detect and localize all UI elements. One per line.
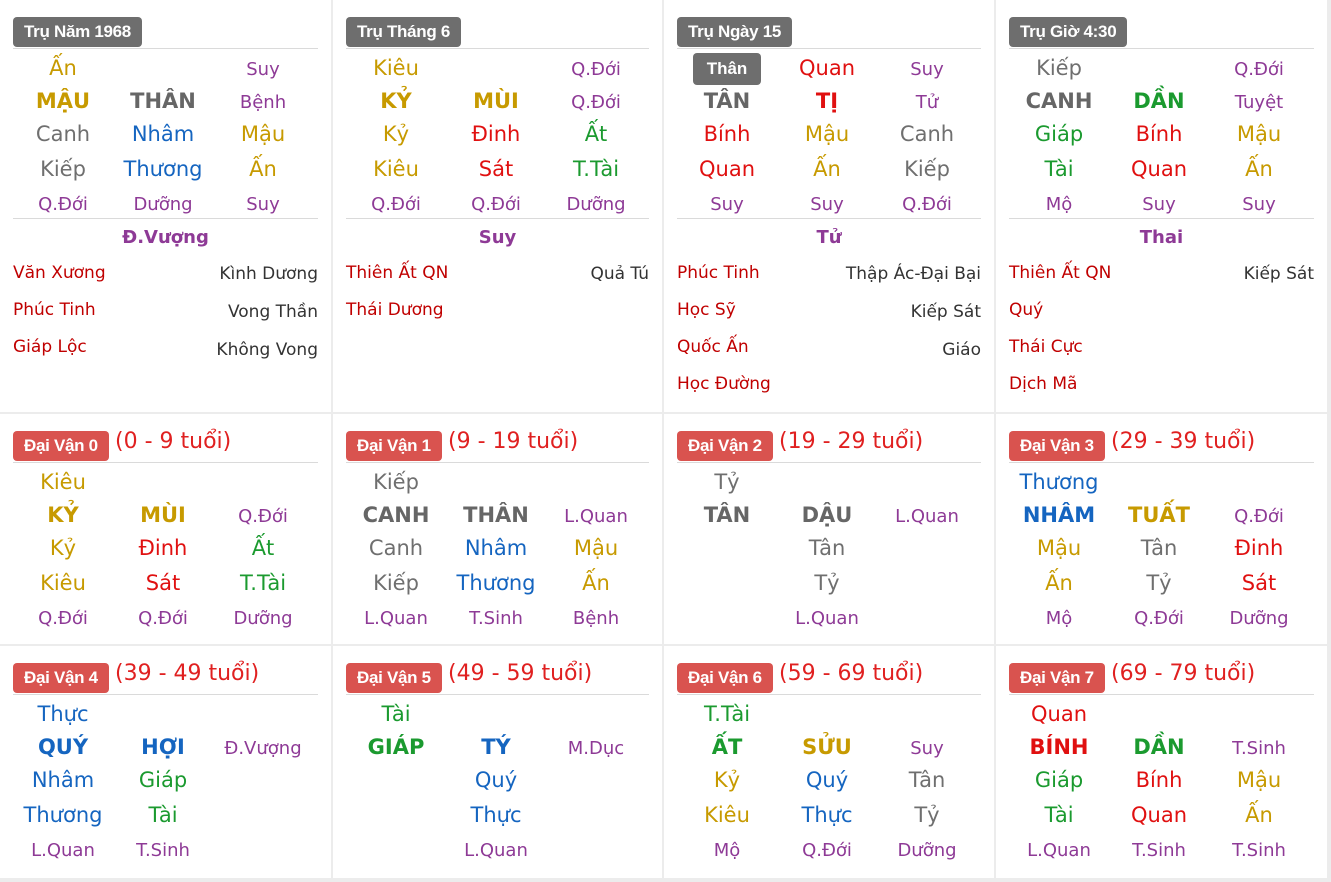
divider	[13, 462, 318, 463]
dai-van-card	[996, 646, 1327, 878]
dai-van-card	[0, 646, 331, 878]
divider	[1009, 218, 1314, 219]
life-phase: Đ.Vượng	[122, 227, 209, 248]
ganzhi-cell: T.Sinh	[1232, 738, 1286, 759]
ganzhi-cell: Tử	[915, 92, 939, 113]
star-right: Quả Tú	[590, 264, 649, 284]
ganzhi-cell: CANH	[362, 503, 430, 527]
ganzhi-cell: Q.Đới	[571, 59, 621, 80]
divider	[13, 218, 318, 219]
ganzhi-cell: Sát	[1241, 571, 1277, 595]
ganzhi-cell: BÍNH	[1029, 735, 1089, 759]
ganzhi-cell: Tài	[1044, 157, 1074, 181]
ganzhi-cell: Kiêu	[40, 571, 86, 595]
ganzhi-cell: Giáp	[1034, 122, 1084, 146]
ganzhi-cell: Giáp	[138, 768, 188, 792]
divider	[346, 218, 649, 219]
ganzhi-cell: THÂN	[463, 503, 529, 527]
ganzhi-cell: Q.Đới	[802, 840, 852, 861]
dai-van-card	[664, 646, 994, 878]
ganzhi-cell: L.Quan	[31, 840, 95, 861]
ganzhi-cell: ẤT	[711, 735, 743, 759]
ganzhi-cell: Thương	[1019, 470, 1099, 494]
ganzhi-cell: Tài	[381, 702, 411, 726]
ganzhi-cell: KỶ	[380, 89, 412, 113]
ganzhi-cell: Q.Đới	[571, 92, 621, 113]
ganzhi-cell: TÂN	[703, 503, 751, 527]
ganzhi-cell: Quan	[1130, 157, 1188, 181]
ganzhi-cell: Tài	[148, 803, 178, 827]
ganzhi-cell: Dưỡng	[566, 194, 626, 215]
ganzhi-cell: Bính	[1135, 768, 1183, 792]
life-phase: Thai	[1139, 227, 1184, 248]
pillar-card	[333, 0, 662, 412]
dai-van-card	[664, 414, 994, 644]
ganzhi-cell: Tân	[808, 536, 846, 560]
ganzhi-cell: T.Sinh	[1132, 840, 1186, 861]
divider	[346, 462, 649, 463]
ganzhi-cell: Q.Đới	[38, 194, 88, 215]
ganzhi-cell: TÂN	[703, 89, 751, 113]
dai-van-age-range: (59 - 69 tuổi)	[779, 661, 924, 686]
ganzhi-cell: Ất	[251, 536, 275, 560]
star-left: Thái Dương	[346, 300, 444, 320]
ganzhi-cell: Đinh	[471, 122, 521, 146]
dai-van-age-range: (19 - 29 tuổi)	[779, 429, 924, 454]
ganzhi-cell: TUẤT	[1128, 503, 1190, 527]
ganzhi-cell: Kiêu	[373, 157, 419, 181]
ganzhi-cell: Mậu	[1236, 122, 1282, 146]
ganzhi-cell: Sát	[145, 571, 181, 595]
ganzhi-cell: SỬU	[802, 735, 852, 759]
ganzhi-cell: DẦN	[1133, 735, 1185, 759]
star-left: Quý	[1009, 300, 1044, 320]
star-left: Thiên Ất QN	[1009, 263, 1112, 283]
divider	[677, 462, 981, 463]
pillar-card	[664, 0, 994, 412]
ganzhi-cell: T.Sinh	[469, 608, 523, 629]
ganzhi-cell: Tỷ	[914, 803, 940, 827]
ganzhi-cell: Quý	[474, 768, 518, 792]
ganzhi-cell: Kỷ	[713, 768, 741, 792]
ganzhi-cell: Thực	[470, 803, 522, 827]
ganzhi-cell: T.Tài	[572, 157, 620, 181]
ganzhi-cell: Tỷ	[814, 571, 840, 595]
ganzhi-cell: THÂN	[130, 89, 196, 113]
star-left: Giáp Lộc	[13, 337, 87, 357]
ganzhi-cell: Ấn	[1245, 157, 1273, 181]
ganzhi-cell: Suy	[1242, 194, 1276, 215]
ganzhi-cell: HỢI	[141, 735, 185, 759]
ganzhi-cell: GIÁP	[367, 735, 425, 759]
star-left: Quốc Ấn	[677, 337, 749, 357]
ganzhi-cell: DẬU	[801, 503, 853, 527]
than-badge: Thân	[693, 53, 761, 85]
dai-van-age-range: (0 - 9 tuổi)	[115, 429, 232, 454]
divider	[346, 48, 649, 49]
ganzhi-cell: Mộ	[713, 840, 741, 861]
ganzhi-cell: TÝ	[481, 735, 511, 759]
ganzhi-cell: L.Quan	[564, 506, 628, 527]
ganzhi-cell: Nhâm	[131, 122, 195, 146]
ganzhi-cell: Thực	[37, 702, 89, 726]
ganzhi-cell: Kiêu	[40, 470, 86, 494]
ganzhi-cell: Q.Đới	[1234, 506, 1284, 527]
star-left: Học Sỹ	[677, 300, 736, 320]
dai-van-age-range: (69 - 79 tuổi)	[1111, 661, 1256, 686]
ganzhi-cell: Quan	[1030, 702, 1088, 726]
ganzhi-cell: QUÝ	[37, 735, 89, 759]
star-left: Thiên Ất QN	[346, 263, 449, 283]
ganzhi-cell: Kiếp	[373, 470, 419, 494]
ganzhi-cell: Suy	[810, 194, 844, 215]
ganzhi-cell: Bệnh	[239, 92, 287, 113]
ganzhi-cell: Ấn	[1045, 571, 1073, 595]
dai-van-card	[0, 414, 331, 644]
ganzhi-cell: Q.Đới	[371, 194, 421, 215]
ganzhi-cell: Ấn	[49, 56, 77, 80]
ganzhi-cell: Kiếp	[373, 571, 419, 595]
dai-van-age-range: (29 - 39 tuổi)	[1111, 429, 1256, 454]
divider	[677, 48, 981, 49]
divider	[13, 48, 318, 49]
ganzhi-cell: Suy	[910, 59, 944, 80]
dai-van-card	[333, 414, 662, 644]
ganzhi-cell: Quan	[1130, 803, 1188, 827]
dai-van-age-range: (39 - 49 tuổi)	[115, 661, 260, 686]
ganzhi-cell: Mậu	[804, 122, 850, 146]
dai-van-card	[996, 414, 1327, 644]
ganzhi-cell: Dưỡng	[133, 194, 193, 215]
ganzhi-cell: Bính	[703, 122, 751, 146]
ganzhi-cell: Q.Đới	[1234, 59, 1284, 80]
ganzhi-cell: Q.Đới	[238, 506, 288, 527]
ganzhi-cell: Kiếp	[904, 157, 950, 181]
pillar-title: Trụ Năm 1968	[13, 17, 142, 47]
ganzhi-cell: L.Quan	[795, 608, 859, 629]
ganzhi-cell: Ấn	[1245, 803, 1273, 827]
divider	[677, 694, 981, 695]
dai-van-age-range: (9 - 19 tuổi)	[448, 429, 579, 454]
dai-van-title: Đại Vận 5	[346, 663, 442, 693]
ganzhi-cell: MẬU	[35, 89, 91, 113]
star-left: Học Đường	[677, 374, 771, 394]
ganzhi-cell: Tỷ	[714, 470, 740, 494]
ganzhi-cell: Mậu	[1236, 768, 1282, 792]
dai-van-card	[333, 646, 662, 878]
ganzhi-cell: Kỷ	[382, 122, 410, 146]
ganzhi-cell: Thực	[801, 803, 853, 827]
ganzhi-cell: Bính	[1135, 122, 1183, 146]
ganzhi-cell: NHÂM	[1022, 503, 1096, 527]
ganzhi-cell: Kỷ	[49, 536, 77, 560]
ganzhi-cell: T.Sinh	[136, 840, 190, 861]
ganzhi-cell: T.Tài	[703, 702, 751, 726]
pillar-title: Trụ Tháng 6	[346, 17, 461, 47]
ganzhi-cell: Thương	[23, 803, 103, 827]
ganzhi-cell: Kiêu	[373, 56, 419, 80]
life-phase: Tử	[816, 227, 842, 248]
ganzhi-cell: Quý	[805, 768, 849, 792]
ganzhi-cell: Dưỡng	[233, 608, 293, 629]
ganzhi-cell: Tuyệt	[1234, 92, 1284, 113]
ganzhi-cell: Đinh	[138, 536, 188, 560]
ganzhi-cell: T.Sinh	[1232, 840, 1286, 861]
ganzhi-cell: MÙI	[473, 89, 519, 113]
ganzhi-cell: L.Quan	[364, 608, 428, 629]
ganzhi-cell: MÙI	[140, 503, 186, 527]
ganzhi-cell: Kiếp	[1036, 56, 1082, 80]
dai-van-title: Đại Vận 0	[13, 431, 109, 461]
ganzhi-cell: Quan	[698, 157, 756, 181]
ganzhi-cell: Q.Đới	[902, 194, 952, 215]
divider	[677, 218, 981, 219]
ganzhi-cell: Tân	[1140, 536, 1178, 560]
star-right: Vong Thần	[227, 302, 318, 322]
ganzhi-cell: Ấn	[813, 157, 841, 181]
ganzhi-cell: Thương	[456, 571, 536, 595]
ganzhi-cell: Kiếp	[40, 157, 86, 181]
star-left: Văn Xương	[13, 263, 106, 283]
life-phase: Suy	[478, 227, 517, 248]
ganzhi-cell: Quan	[798, 56, 856, 80]
ganzhi-cell: Q.Đới	[38, 608, 88, 629]
divider	[13, 694, 318, 695]
ganzhi-cell: L.Quan	[464, 840, 528, 861]
ganzhi-cell: Tân	[908, 768, 946, 792]
dai-van-title: Đại Vận 6	[677, 663, 773, 693]
pillar-title: Trụ Ngày 15	[677, 17, 792, 47]
ganzhi-cell: Ất	[584, 122, 608, 146]
ganzhi-cell: Nhâm	[464, 536, 528, 560]
ganzhi-cell: Q.Đới	[1134, 608, 1184, 629]
divider	[1009, 462, 1314, 463]
ganzhi-cell: Mậu	[573, 536, 619, 560]
ganzhi-cell: Canh	[35, 122, 91, 146]
star-left: Phúc Tinh	[677, 263, 760, 283]
star-right: Giáo	[942, 340, 981, 360]
ganzhi-cell: Suy	[246, 194, 280, 215]
ganzhi-cell: Ấn	[249, 157, 277, 181]
pillar-title: Trụ Giờ 4:30	[1009, 17, 1127, 47]
ganzhi-cell: Bệnh	[572, 608, 620, 629]
dai-van-title: Đại Vận 3	[1009, 431, 1105, 461]
star-left: Thái Cực	[1009, 337, 1083, 357]
ganzhi-cell: Tỷ	[1146, 571, 1172, 595]
star-right: Thập Ác-Đại Bại	[845, 264, 981, 284]
ganzhi-cell: Mậu	[240, 122, 286, 146]
ganzhi-cell: Canh	[368, 536, 424, 560]
ganzhi-cell: Sát	[478, 157, 514, 181]
pillar-card	[996, 0, 1327, 412]
star-right: Kiếp Sát	[910, 302, 981, 322]
ganzhi-cell: Nhâm	[31, 768, 95, 792]
star-left: Dịch Mã	[1009, 374, 1078, 394]
ganzhi-cell: Dưỡng	[1229, 608, 1289, 629]
ganzhi-cell: Đ.Vượng	[224, 738, 302, 759]
ganzhi-cell: L.Quan	[895, 506, 959, 527]
ganzhi-cell: Mộ	[1045, 608, 1073, 629]
ganzhi-cell: CANH	[1025, 89, 1093, 113]
divider	[1009, 48, 1314, 49]
ganzhi-cell: Dưỡng	[897, 840, 957, 861]
ganzhi-cell: Q.Đới	[138, 608, 188, 629]
star-right: Kiếp Sát	[1243, 264, 1314, 284]
ganzhi-cell: L.Quan	[1027, 840, 1091, 861]
ganzhi-cell: TỊ	[815, 89, 839, 113]
pillar-card	[0, 0, 331, 412]
ganzhi-cell: Thương	[123, 157, 203, 181]
dai-van-title: Đại Vận 2	[677, 431, 773, 461]
ganzhi-cell: DẦN	[1133, 89, 1185, 113]
ganzhi-cell: Suy	[1142, 194, 1176, 215]
ganzhi-cell: M.Dục	[567, 738, 625, 759]
dai-van-title: Đại Vận 7	[1009, 663, 1105, 693]
ganzhi-cell: Ấn	[582, 571, 610, 595]
ganzhi-cell: KỶ	[47, 503, 79, 527]
ganzhi-cell: Q.Đới	[471, 194, 521, 215]
ganzhi-cell: Suy	[710, 194, 744, 215]
ganzhi-cell: Suy	[246, 59, 280, 80]
ganzhi-cell: Suy	[910, 738, 944, 759]
dai-van-title: Đại Vận 1	[346, 431, 442, 461]
ganzhi-cell: Canh	[899, 122, 955, 146]
star-right: Kình Dương	[219, 264, 318, 284]
ganzhi-cell: Mộ	[1045, 194, 1073, 215]
ganzhi-cell: Đinh	[1234, 536, 1284, 560]
ganzhi-cell: T.Tài	[239, 571, 287, 595]
divider	[1009, 694, 1314, 695]
divider	[346, 694, 649, 695]
ganzhi-cell: Mậu	[1036, 536, 1082, 560]
ganzhi-cell: Giáp	[1034, 768, 1084, 792]
star-right: Không Vong	[216, 340, 318, 360]
dai-van-age-range: (49 - 59 tuổi)	[448, 661, 593, 686]
ganzhi-cell: Tài	[1044, 803, 1074, 827]
dai-van-title: Đại Vận 4	[13, 663, 109, 693]
ganzhi-cell: Kiêu	[704, 803, 750, 827]
star-left: Phúc Tinh	[13, 300, 96, 320]
